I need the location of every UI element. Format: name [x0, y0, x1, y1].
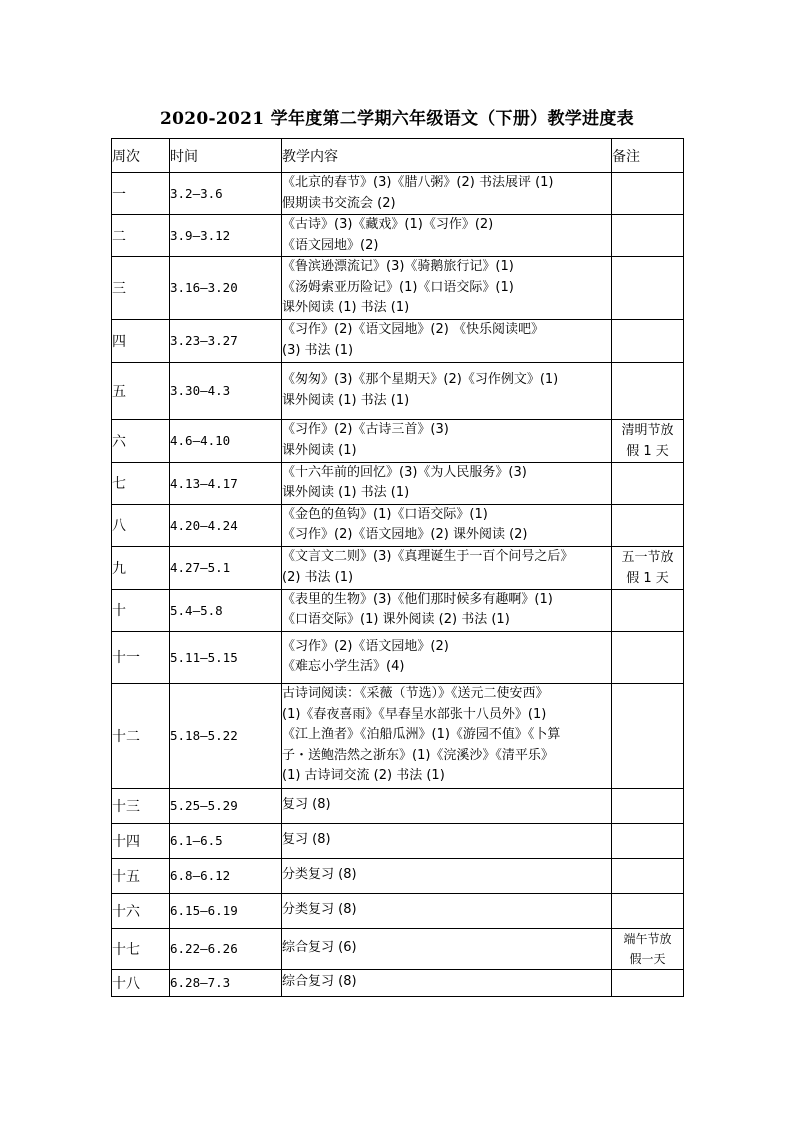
time-cell: 6.1—6.5 — [170, 823, 282, 858]
time-cell: 6.8—6.12 — [170, 858, 282, 893]
content-cell: 《北京的春节》(3)《腊八粥》(2) 书法展评 (1) 假期读书交流会 (2) — [282, 173, 612, 215]
table-header-row — [112, 139, 684, 173]
note-cell — [612, 589, 684, 631]
time-cell: 5.11—5.15 — [170, 631, 282, 683]
note-cell — [612, 173, 684, 215]
time-cell: 6.15—6.19 — [170, 893, 282, 928]
week-cell: 十一 — [112, 631, 170, 683]
time-cell: 4.13—4.17 — [170, 462, 282, 504]
time-cell: 4.20—4.24 — [170, 504, 282, 546]
table-row — [112, 631, 684, 683]
content-cell: 《习作》(2)《语文园地》(2) 《难忘小学生活》(4) — [282, 631, 612, 683]
week-cell: 五 — [112, 362, 170, 419]
time-cell: 4.6—4.10 — [170, 419, 282, 462]
content-cell: 《鲁滨逊漂流记》(3)《骑鹅旅行记》(1) 《汤姆索亚历险记》(1)《口语交际》(1) 课外阅读 (1) 书法 (1) — [282, 257, 612, 320]
note-cell — [612, 257, 684, 320]
table-row — [112, 969, 684, 996]
time-cell: 3.30—4.3 — [170, 362, 282, 419]
content-cell: 复习 (8) — [282, 788, 612, 823]
table-row — [112, 462, 684, 504]
week-cell: 十二 — [112, 683, 170, 788]
table-row — [112, 893, 684, 928]
table-row — [112, 257, 684, 320]
note-cell — [612, 969, 684, 996]
time-cell: 3.9—3.12 — [170, 215, 282, 257]
table-row — [112, 504, 684, 546]
content-cell: 《习作》(2)《古诗三首》(3) 课外阅读 (1) — [282, 419, 612, 462]
table-row — [112, 823, 684, 858]
time-cell: 4.27—5.1 — [170, 546, 282, 589]
note-cell — [612, 462, 684, 504]
content-cell: 《金色的鱼钩》(1)《口语交际》(1) 《习作》(2)《语文园地》(2) 课外阅读 (2) — [282, 504, 612, 546]
time-cell: 3.2—3.6 — [170, 173, 282, 215]
note-cell — [612, 788, 684, 823]
week-cell: 十四 — [112, 823, 170, 858]
table-row — [112, 362, 684, 419]
week-cell: 十 — [112, 589, 170, 631]
note-cell — [612, 858, 684, 893]
page-title: 2020-2021 学年度第二学期六年级语文（下册）教学进度表 — [160, 109, 634, 129]
content-cell: 《十六年前的回忆》(3)《为人民服务》(3) 课外阅读 (1) 书法 (1) — [282, 462, 612, 504]
note-cell — [612, 504, 684, 546]
content-cell: 复习 (8) — [282, 823, 612, 858]
table-row — [112, 419, 684, 462]
table-row — [112, 683, 684, 788]
week-cell: 八 — [112, 504, 170, 546]
week-cell: 十三 — [112, 788, 170, 823]
week-cell: 十七 — [112, 928, 170, 969]
content-cell: 古诗词阅读：《采薇（节选）》《送元二使安西》 (1)《春夜喜雨》《早春呈水部张十八员外》(1) 《江上渔者》《泊船瓜洲》(1)《游园不值》《卜算 子・送鲍浩然之浙东》(1)《浣溪沙》《清平乐》 (1) 古诗词交流 (2) 书法 (1) — [282, 683, 612, 788]
note-cell: 端午节放 假一天 — [612, 928, 684, 969]
content-cell: 《匆匆》(3)《那个星期天》(2)《习作例文》(1) 课外阅读 (1) 书法 (1) — [282, 362, 612, 419]
table-row — [112, 319, 684, 362]
content-cell: 分类复习 (8) — [282, 858, 612, 893]
table-body — [112, 173, 684, 997]
week-cell: 六 — [112, 419, 170, 462]
table-row — [112, 173, 684, 215]
week-cell: 十五 — [112, 858, 170, 893]
time-cell: 5.4—5.8 — [170, 589, 282, 631]
note-cell — [612, 631, 684, 683]
week-cell: 七 — [112, 462, 170, 504]
header-time: 时间 — [170, 139, 282, 173]
note-cell — [612, 362, 684, 419]
time-cell: 5.18—5.22 — [170, 683, 282, 788]
header-week: 周次 — [112, 139, 170, 173]
content-cell: 《习作》(2)《语文园地》(2) 《快乐阅读吧》 (3) 书法 (1) — [282, 319, 612, 362]
table-row — [112, 928, 684, 969]
time-cell: 5.25—5.29 — [170, 788, 282, 823]
schedule-table — [111, 138, 684, 997]
week-cell: 十六 — [112, 893, 170, 928]
content-cell: 分类复习 (8) — [282, 893, 612, 928]
week-cell: 二 — [112, 215, 170, 257]
table-row — [112, 788, 684, 823]
content-cell: 《古诗》(3)《藏戏》(1)《习作》(2) 《语文园地》(2) — [282, 215, 612, 257]
header-note: 备注 — [612, 139, 684, 173]
time-cell: 6.22—6.26 — [170, 928, 282, 969]
header-content: 教学内容 — [282, 139, 612, 173]
week-cell: 九 — [112, 546, 170, 589]
note-cell: 五一节放 假 1 天 — [612, 546, 684, 589]
note-cell: 清明节放 假 1 天 — [612, 419, 684, 462]
content-cell: 综合复习 (6) — [282, 928, 612, 969]
week-cell: 一 — [112, 173, 170, 215]
table-row — [112, 858, 684, 893]
note-cell — [612, 893, 684, 928]
note-cell — [612, 823, 684, 858]
note-cell — [612, 683, 684, 788]
time-cell: 3.16—3.20 — [170, 257, 282, 320]
content-cell: 《文言文二则》(3)《真理诞生于一百个问号之后》 (2) 书法 (1) — [282, 546, 612, 589]
content-cell: 《表里的生物》(3)《他们那时候多有趣啊》(1) 《口语交际》(1) 课外阅读 (2) 书法 (1) — [282, 589, 612, 631]
table-row — [112, 215, 684, 257]
week-cell: 四 — [112, 319, 170, 362]
week-cell: 十八 — [112, 969, 170, 996]
content-cell: 综合复习 (8) — [282, 969, 612, 996]
table-row — [112, 546, 684, 589]
time-cell: 3.23—3.27 — [170, 319, 282, 362]
table-row — [112, 589, 684, 631]
note-cell — [612, 215, 684, 257]
note-cell — [612, 319, 684, 362]
time-cell: 6.28—7.3 — [170, 969, 282, 996]
week-cell: 三 — [112, 257, 170, 320]
